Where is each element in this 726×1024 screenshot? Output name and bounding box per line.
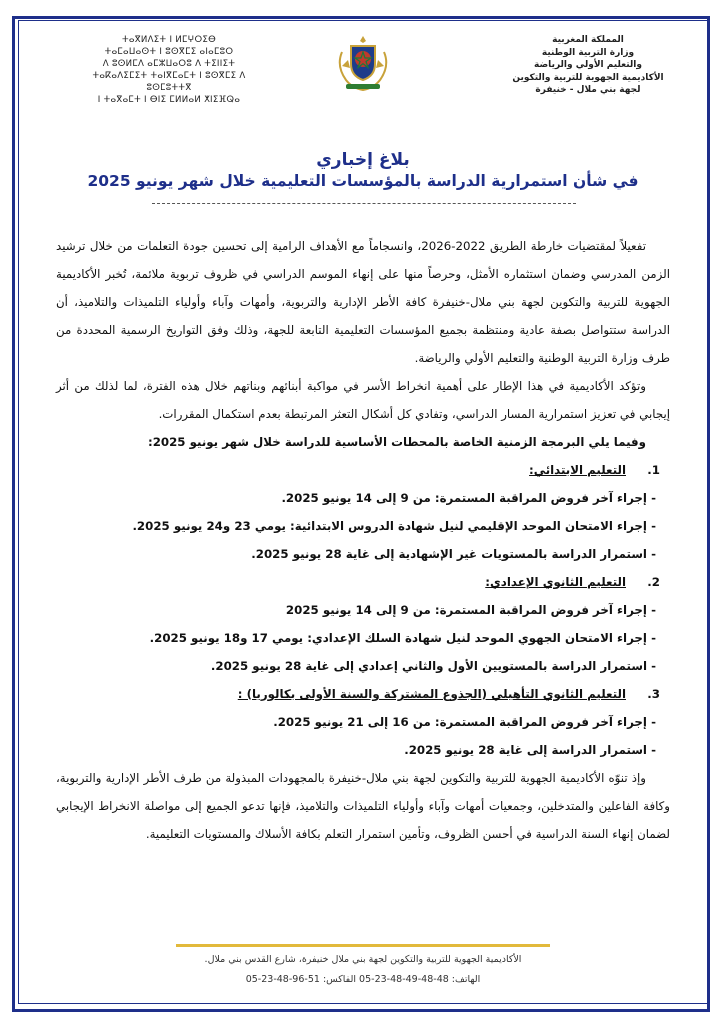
coat-of-arms-icon bbox=[334, 32, 392, 94]
section-primary bbox=[56, 456, 670, 568]
list-item: - إجراء آخر فروض المراقبة المستمرة: من 9 إلى 14 يونيو 2025 bbox=[56, 596, 670, 624]
footer bbox=[40, 950, 686, 990]
closing-paragraph: وإذ تنوّه الأكاديمية الجهوية للتربية والتكوين لجهة بني ملال-خنيفرة بالمجهودات المبذولة من طرف الأطر الإدارية والتربوية، وكافة الفاعلين والمتدخلين، وجمعيات أمهات وآباء وأولياء التلميذات والتلاميذ، فإنها تدعو الجميع إلى مواصلة الانخراط الإيجابي لضمان إنهاء السنة الدراسية في أحسن الظروف، وتأمين استمرار التعلم بكافة الأسلاك والمستويات التعليمية. bbox=[56, 771, 670, 841]
section-heading: التعليم الثانوي التأهيلي (الجذوع المشتركة والسنة الأولى بكالوريا) : bbox=[237, 687, 626, 701]
second-paragraph: وتؤكد الأكاديمية في هذا الإطار على أهمية انخراط الأسر في مواكبة أبنائهم وبناتهم خلال هذه الفترة، لما لذلك من أثر إيجابي في تعزيز استمرارية المسار الدراسي، وتفادي كل أشكال التعثر المرتبطة بعدم استكمال المقررات. bbox=[56, 379, 670, 421]
footer-contact: الهاتف: 48-48-49-48-23-05 الفاكس: 51-96-48-23-05 bbox=[245, 974, 481, 985]
arabic-header bbox=[490, 34, 686, 97]
list-item: - استمرار الدراسة بالمستويين الأول والثاني إعدادي إلى غاية 28 يونيو 2025. bbox=[56, 652, 670, 680]
document-subtitle: في شأن استمرارية الدراسة بالمؤسسات التعليمية خلال شهر يونيو 2025 bbox=[87, 172, 639, 190]
arabic-header-line: والتعليم الأولي والرياضة bbox=[534, 60, 642, 71]
document-body bbox=[56, 232, 670, 848]
list-item: - استمرار الدراسة إلى غاية 28 يونيو 2025. bbox=[56, 736, 670, 764]
schedule-intro: وفيما يلي البرمجة الزمنية الخاصة بالمحطات الأساسية للدراسة خلال شهر يونيو 2025: bbox=[147, 435, 646, 449]
arabic-header-line: المملكة المغربية bbox=[552, 35, 624, 45]
intro-paragraph: تفعيلاً لمقتضيات خارطة الطريق 2022-2026، وانسجاماً مع الأهداف الرامية إلى تحسين جودة التعلمات من خلال ترشيد الزمن المدرسي وضمان استثماره الأمثل، وحرصاً منها على إنهاء الموسم الدراسي في ظروف تربوية ملائمة، تُخبر الأكاديمية الجهوية للتربية والتكوين لجهة بني ملال-خنيفرة كافة الأطر الإدارية والتربوية، وأمهات وآباء وأولياء التلميذات والتلاميذ، أن الدراسة ستتواصل بصفة عادية ومنتظمة بجميع المؤسسات التعليمية التابعة للجهة، وذلك وفق التواريخ الرسمية المحددة من طرف وزارة التربية الوطنية والتعليم الأولي والرياضة. bbox=[56, 239, 670, 365]
section-number: 1. bbox=[647, 463, 660, 477]
arabic-header-line: لجهة بني ملال - خنيفرة bbox=[535, 85, 641, 96]
section-high-school bbox=[56, 680, 670, 764]
title-separator bbox=[152, 203, 576, 204]
tifinagh-line: ⵜⴰⴽⴰⴷⵉⵎⵉⵜ ⵜⴰⵏⴳⵎⴰⵎⵜ ⵏ ⵓⵙⴳⵎⵉ ⴷ ⵓⵙⵎⵓⵜⵜⴳ bbox=[92, 71, 246, 93]
arabic-header-line: الأكاديمية الجهوية للتربية والتكوين bbox=[512, 72, 664, 83]
tifinagh-line: ⵜⴰⵎⴰⵡⴰⵙⵜ ⵏ ⵓⵙⴳⵎⵉ ⴰⵏⴰⵎⵓⵔ bbox=[104, 47, 234, 57]
section-heading: التعليم الثانوي الإعدادي: bbox=[485, 575, 626, 589]
tifinagh-line: ⵏ ⵜⴰⴳⴰⵎⵜ ⵏ ⴱⵏⵉ ⵎⵍⵍⴰⵍ ⵅⵏⵉⴼⵕⴰ bbox=[97, 95, 241, 105]
arabic-header-line: وزارة التربية الوطنية bbox=[541, 47, 635, 58]
section-number: 3. bbox=[647, 687, 660, 701]
list-item: - إجراء الامتحان الجهوي الموحد لنيل شهادة السلك الإعدادي: يومي 17 و18 يونيو 2025. bbox=[56, 624, 670, 652]
section-middle-school bbox=[56, 568, 670, 680]
list-item: - إجراء آخر فروض المراقبة المستمرة: من 9 إلى 14 يونيو 2025. bbox=[56, 484, 670, 512]
tifinagh-line: ⵜⴰⴳⵍⴷⵉⵜ ⵏ ⵍⵎⵖⵔⵉⴱ bbox=[121, 35, 217, 45]
tifinagh-header bbox=[74, 34, 264, 106]
section-number: 2. bbox=[647, 575, 660, 589]
tifinagh-line: ⴷ ⵓⵙⵍⵎⴷ ⴰⵎⵣⵡⴰⵔⵓ ⴷ ⵜⵉⵏⵏⵉⵜ bbox=[102, 59, 236, 69]
list-item: - استمرار الدراسة بالمستويات غير الإشهادية إلى غاية 28 يونيو 2025. bbox=[56, 540, 670, 568]
document-title: بلاغ إخباري bbox=[316, 150, 410, 170]
list-item: - إجراء آخر فروض المراقبة المستمرة: من 16 إلى 21 يونيو 2025. bbox=[56, 708, 670, 736]
footer-address: الأكاديمية الجهوية للتربية والتكوين لجهة بني ملال خنيفرة، شارع القدس بني ملال. bbox=[204, 954, 522, 965]
section-heading: التعليم الابتدائي: bbox=[529, 463, 626, 477]
list-item: - إجراء الامتحان الموحد الإقليمي لنيل شهادة الدروس الابتدائية: يومي 23 و24 يونيو 2025. bbox=[56, 512, 670, 540]
footer-divider bbox=[176, 944, 550, 947]
